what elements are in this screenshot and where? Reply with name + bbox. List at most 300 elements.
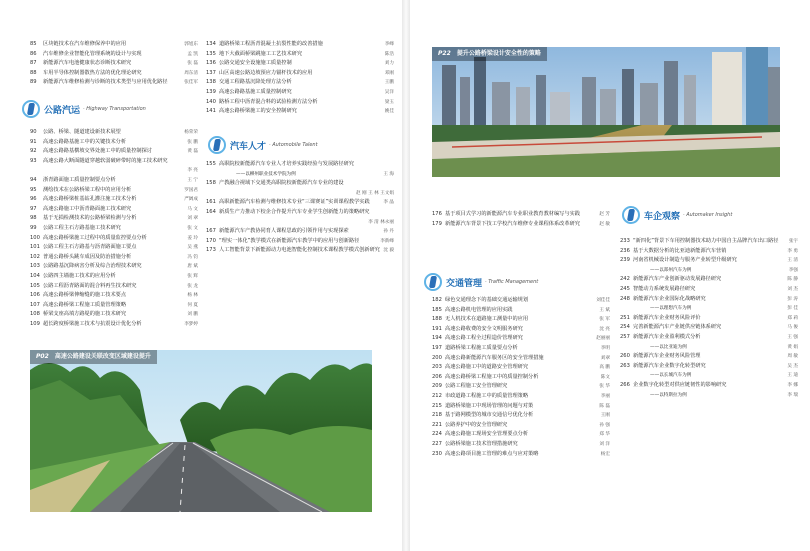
toc-list — [206, 40, 394, 117]
page-number: 224 — [432, 431, 442, 438]
article-title: 新能源汽车企业国际化战略研究 — [633, 295, 706, 302]
article-title: 道路桥梁工程施工质量要点分析 — [445, 344, 518, 351]
author-name: 姜 玲 — [187, 235, 198, 241]
page-number: 102 — [30, 253, 40, 260]
article-title: ——以比亚迪为例 — [650, 344, 687, 350]
author-name: 陈 磊 — [599, 403, 610, 409]
section-title: 车企观察 — [644, 211, 681, 222]
page-number: 221 — [432, 421, 442, 428]
author-name: 唐 斌 — [187, 264, 198, 270]
toc-entry — [206, 237, 394, 247]
section-title: 公路汽运 — [44, 105, 81, 116]
page-number: 98 — [30, 215, 37, 222]
toc-entry — [30, 205, 198, 215]
right-page — [410, 0, 810, 551]
author-name: 刘翠 — [600, 355, 610, 361]
author-name: 罗国君 — [184, 187, 198, 193]
page-number: 101 — [30, 244, 40, 251]
toc-entry — [30, 147, 198, 157]
article-title: 高速公路项目施工管理的难点与应对策略 — [445, 450, 539, 457]
author-name: 孙 强 — [599, 422, 610, 428]
toc-entry — [432, 430, 610, 440]
article-title: 人工智能背景下新能源动力电池智能化控制技术课程教学模式创新研究 — [219, 247, 380, 254]
page-number: 158 — [206, 180, 216, 187]
page-number: 185 — [432, 306, 442, 313]
article-title: 高速公路施工中沥青路面施工技术研究 — [43, 205, 132, 212]
toc-entry — [30, 243, 198, 253]
author-name: 张佳军 — [184, 80, 198, 86]
page-number: 203 — [432, 364, 442, 371]
article-title: 完善新能源汽车产业链供应链体系研究 — [633, 324, 722, 331]
page-number: 182 — [432, 297, 442, 303]
toc-list — [432, 296, 610, 459]
article-title: 新能源汽车企业数字化转型研究 — [633, 362, 706, 369]
toc-entry — [432, 354, 610, 364]
section-subtitle: · Automaker Insight — [683, 212, 733, 218]
page-number: 257 — [620, 333, 630, 340]
article-title: 新能源汽车企业财务风险评价 — [633, 314, 701, 321]
article-title: 新能源汽车企业财务风险管理 — [633, 353, 701, 360]
author-name: 王 宁 — [187, 177, 198, 183]
toc-sub-entry — [620, 371, 798, 381]
toc-entry — [30, 195, 198, 205]
article-title: ——以长城汽车为例 — [650, 373, 692, 379]
toc-entry — [30, 224, 198, 234]
article-title: 基于路网模型的城市交通信号优化分析 — [445, 412, 534, 419]
author-name: 张 军 — [599, 317, 610, 323]
author-name: 孙 丹 — [383, 229, 394, 235]
toc-entry — [432, 392, 610, 402]
page-number: 88 — [30, 69, 37, 76]
author-name: 李 瑞 — [787, 392, 798, 398]
toc-entry — [620, 333, 798, 343]
author-name: 陈文 — [600, 374, 610, 380]
article-title: 测绘技术在公路桥梁工程中的应用分析 — [43, 186, 132, 193]
toc-sub-entry — [620, 391, 798, 401]
section-title: 交通管理 — [446, 278, 483, 289]
toc-entry — [432, 382, 610, 392]
article-title: 智能动力系统发展路径研究 — [633, 285, 696, 292]
author-name: 王 清 — [787, 258, 798, 264]
author-name: 张 华 — [599, 384, 610, 390]
article-title: 新能源汽车企业盈利模式分析 — [633, 333, 701, 340]
left-page — [0, 0, 402, 551]
author-name: 李新峰 — [380, 238, 394, 244]
author-name: 高 鹏 — [599, 365, 610, 371]
page-number: 170 — [206, 237, 216, 244]
article-title: 公路、桥梁、隧道建设新技术展望 — [43, 129, 121, 135]
author-name: 李 娜 — [787, 382, 798, 388]
author-name: 郑 华 — [599, 432, 610, 438]
page-number: 236 — [620, 247, 630, 254]
page-number: 200 — [432, 354, 442, 361]
page-number: 209 — [432, 383, 442, 390]
article-title: 基于项目式学习的新能源汽车专业职业教育教材编写与实践 — [445, 211, 580, 217]
author-name: 郭旭东 — [184, 42, 198, 47]
article-title: 绿色交通理念下的基础交通运输规划 — [445, 297, 529, 303]
article-title: ——以柳州职业技术学院为例 — [236, 171, 296, 177]
toc-entry — [30, 291, 198, 301]
page-gutter — [402, 0, 410, 551]
article-title: ——以特斯拉为例 — [650, 392, 687, 398]
page-number: 215 — [432, 402, 442, 409]
article-title: 新能源汽车电池健康状态诊断技术研究 — [43, 60, 132, 67]
author-name: 张 龙 — [187, 283, 198, 289]
section-heading-traffic — [422, 273, 538, 291]
page-number: 167 — [206, 228, 216, 235]
page-number: 260 — [620, 353, 630, 360]
toc-entry — [432, 402, 610, 412]
author-name: 黄 娟 — [787, 344, 798, 350]
author-name: 王刚 — [600, 413, 610, 419]
article-title: 高速公路桥梁施工过程中的质量监控要点分析 — [43, 234, 147, 241]
author-name: 赵 芳 — [599, 212, 610, 217]
page-number: 233 — [620, 238, 630, 244]
toc-entry — [30, 234, 198, 244]
toc-sub-entry — [620, 343, 798, 353]
toc-entry — [206, 40, 394, 50]
author-name: 陈 静 — [787, 277, 798, 283]
forest-road-photo — [30, 350, 372, 512]
article-title: 新能源汽车产业创新驱动发展路径研究 — [633, 276, 722, 283]
toc-entry — [30, 310, 198, 320]
toc-entry — [620, 381, 798, 391]
article-title: 高速公路桥梁伸缩缝的施工技术要点 — [43, 292, 127, 299]
page-number: 179 — [432, 220, 442, 227]
article-title: ——以理想汽车为例 — [650, 306, 692, 312]
article-title: 高速公路工程全过程造价管理研究 — [445, 335, 523, 342]
author-name: 吴 燕 — [187, 245, 198, 251]
article-title: 普通公路桥头跳车成因及防治措施分析 — [43, 253, 132, 260]
toc-entry — [432, 306, 610, 316]
toc-entry — [432, 210, 610, 220]
toc-entry — [30, 320, 198, 330]
page-number: 197 — [432, 344, 442, 351]
toc-entry — [620, 275, 798, 285]
toc-entry — [432, 325, 610, 335]
article-title: 基于大数据分析的比亚迪新能源汽车营销 — [633, 247, 727, 254]
article-title: 汽车维修企业智能化管理系统的设计与实现 — [43, 50, 142, 57]
page-number: 91 — [30, 138, 37, 145]
article-title: 河南省机械设计制造与服务产业转型升级研究 — [633, 257, 737, 264]
author-name: 沈 亮 — [599, 326, 610, 332]
page-number: 96 — [30, 196, 37, 203]
photo-caption: P22 提升公路桥梁设计安全性的策略 — [432, 47, 547, 61]
article-title: 基于无损检测技术的公路桥梁检测与分析 — [43, 215, 137, 222]
article-title: “新四化”背景下车用控制器技术助力中国自主品牌汽车出口路径 — [633, 238, 779, 244]
page-number: 86 — [30, 50, 37, 57]
toc-sub-entry — [206, 170, 394, 180]
article-title: 高速公路施工中的道路安全管理研究 — [445, 364, 529, 371]
section-heading-observe — [620, 206, 732, 224]
article-title: 高速公路新能源汽车服务区的安全管理措施 — [445, 354, 544, 361]
toc-entry — [432, 220, 610, 230]
article-title: ——以郑州汽车为例 — [650, 267, 692, 273]
author-name: 邓刚 — [384, 70, 394, 76]
page-number: 263 — [620, 362, 630, 369]
toc-entry — [30, 282, 198, 292]
author-name: 李峰 — [384, 42, 394, 47]
toc-entry — [206, 88, 394, 98]
toc-entry — [30, 253, 198, 263]
section-badge-icon — [20, 100, 42, 118]
page-number: 155 — [206, 161, 216, 167]
toc-entry — [620, 323, 798, 333]
page-number: 191 — [432, 325, 442, 332]
toc-entry — [206, 59, 394, 69]
toc-list — [620, 237, 798, 400]
article-title: 超长跨度桥梁施工技术与抗震设计优化分析 — [43, 320, 142, 327]
page-number: 109 — [30, 320, 40, 327]
toc-sub-entry — [206, 189, 394, 199]
article-title: 高速公路路基施工质量控制研究 — [219, 88, 292, 95]
section-subtitle: · Automobile Talent — [269, 142, 318, 148]
toc-entry — [432, 344, 610, 354]
page-number: 87 — [30, 60, 37, 67]
author-name: 张 辉 — [187, 273, 198, 279]
page-number: 106 — [30, 292, 40, 299]
page-number: 239 — [620, 257, 630, 264]
toc-entry — [432, 334, 610, 344]
toc-sub-entry — [206, 218, 394, 228]
toc-entry — [30, 138, 198, 148]
article-title: 高速公路桥梁工程施工质量管理策略 — [43, 301, 127, 308]
page-number: 85 — [30, 41, 37, 47]
author-name: 李 亮 — [187, 168, 198, 174]
author-name: 杨荣荣 — [184, 130, 198, 135]
toc-entry — [432, 421, 610, 431]
toc-entry — [206, 208, 394, 218]
page-number: 97 — [30, 205, 37, 212]
page-number: 99 — [30, 224, 37, 231]
toc-entry — [432, 450, 610, 460]
article-title: 高速公路路基横坡交界处施工中的质量控制探讨 — [43, 148, 152, 155]
forest-road-illustration — [30, 350, 372, 512]
page-number: 92 — [30, 148, 37, 155]
author-name: 梁玉 — [384, 99, 394, 105]
page-number: 242 — [620, 276, 630, 283]
article-title: 高速公路桥梁桩基钻孔灌注施工技术分析 — [43, 196, 137, 203]
toc-entry — [30, 186, 198, 196]
page-number: 140 — [206, 98, 216, 105]
article-title: 高速公路大断面隧道穿越软弱破碎带时的施工技术研究 — [43, 157, 168, 164]
article-title: 高速公路桥梁工程施工中的质量控制分析 — [445, 373, 539, 380]
page-number: 108 — [30, 311, 40, 318]
toc-sub-entry — [620, 304, 798, 314]
section-badge-icon — [422, 273, 444, 291]
author-name: 李 清 林永丽 — [368, 219, 394, 225]
page-number: 188 — [432, 316, 442, 323]
article-title: 高职新能源汽车检测与维修技术专业“三课赛证”实训课程教学实践 — [219, 199, 370, 206]
section-subtitle: · Traffic Management — [485, 279, 539, 285]
section-title: 汽车人才 — [230, 141, 267, 152]
toc-entry — [432, 296, 610, 306]
author-name: 王 斌 — [599, 307, 610, 313]
toc-entry — [206, 179, 394, 189]
page-number: 251 — [620, 314, 630, 321]
page-number: 141 — [206, 108, 216, 115]
author-name: 李强 — [788, 267, 798, 273]
toc-entry — [206, 98, 394, 108]
author-name: 马 文 — [187, 206, 198, 212]
toc-entry — [30, 78, 198, 88]
author-name: 赵 敏 — [599, 221, 610, 227]
page-number: 134 — [206, 41, 216, 47]
article-title: 浙青路面施工质量控制要点分析 — [43, 176, 116, 183]
toc-entry — [206, 160, 394, 170]
article-title: 高速公路桥梁施工的安全控制研究 — [219, 108, 297, 115]
toc-list — [30, 40, 198, 88]
page-number: 176 — [432, 211, 442, 217]
page-number: 138 — [206, 79, 216, 86]
author-name: 李 晶 — [383, 200, 394, 206]
toc-entry — [432, 440, 610, 450]
toc-entry — [432, 363, 610, 373]
toc-entry — [620, 295, 798, 305]
page-number: 137 — [206, 69, 216, 76]
page-number: 218 — [432, 412, 442, 419]
article-title: 桥梁支座高填方路堤的施工技术研究 — [43, 311, 127, 318]
author-name: 吴 杰 — [787, 363, 798, 369]
article-title: 新能源汽车维修检测与诊断的技术类型与应用优化路径 — [43, 79, 168, 86]
page-number: 135 — [206, 50, 216, 57]
article-title: 新能源汽车背景下技工学校汽车维修专业课程体系改革研究 — [445, 220, 580, 227]
toc-entry — [30, 40, 198, 50]
page-number: 230 — [432, 450, 442, 457]
toc-entry — [30, 50, 198, 60]
author-name: 吴洋 — [384, 89, 394, 95]
author-name: 刘 鹏 — [187, 312, 198, 318]
page-number: 93 — [30, 157, 37, 164]
author-name: 严阔成 — [184, 197, 198, 203]
article-title: 高速公路施工现场安全管理要点分析 — [445, 431, 529, 438]
section-heading-highway — [20, 100, 146, 118]
author-name: 王 海 — [383, 171, 394, 177]
article-title: 交通工程路基沉降处理方法分析 — [219, 79, 292, 86]
article-title: 公路工程沥青路面的混合料再生技术研究 — [43, 282, 137, 289]
article-title: 区块链技术在汽车维修保养中的应用 — [43, 41, 127, 47]
author-name: 马 俊 — [787, 325, 798, 331]
article-title: 道路桥梁工程沥青混凝土抗裂性能的改善措施 — [219, 41, 323, 47]
toc-entry — [30, 69, 198, 79]
author-name: 杨宏 — [600, 451, 610, 457]
author-name: 周东清 — [184, 70, 198, 76]
article-title: 公路工程主石方路基施工技术研究 — [43, 224, 121, 231]
author-name: 何 夏 — [187, 302, 198, 308]
toc-entry — [620, 247, 798, 257]
author-name: 冯 钧 — [187, 254, 198, 260]
toc-entry — [620, 256, 798, 266]
author-name: 陈浩 — [384, 51, 394, 57]
toc-entry — [30, 128, 198, 138]
toc-entry — [620, 314, 798, 324]
author-name: 周 敏 — [787, 354, 798, 360]
page-number: 248 — [620, 295, 630, 302]
page-number: 161 — [206, 199, 216, 206]
toc-entry — [30, 214, 198, 224]
page-number: 266 — [620, 381, 630, 388]
author-name: 张 磊 — [187, 61, 198, 67]
article-title: 地下大截面桥梁跳施工工艺技术研究 — [219, 50, 303, 57]
article-title: 公路桥梁施工技术管理措施研究 — [445, 440, 518, 447]
toc-entry — [206, 69, 394, 79]
page-number: 139 — [206, 88, 216, 95]
toc-entry — [206, 227, 394, 237]
article-title: “理实一体化”教学模式在新能源汽车教学中的应用与创新路径 — [219, 237, 360, 244]
author-name: 刘 杰 — [787, 286, 798, 292]
page-number: 105 — [30, 282, 40, 289]
toc-entry — [30, 59, 198, 69]
author-name: 黄 磊 — [187, 149, 198, 155]
article-title: 高速公路收费的安全文明服务研究 — [445, 325, 523, 332]
author-name: 刘力 — [384, 61, 394, 67]
page-number: 100 — [30, 234, 40, 241]
toc-entry — [620, 362, 798, 372]
toc-entry — [30, 301, 198, 311]
author-name: 赵 刚 王 林 王文娟 — [356, 190, 394, 196]
author-name: 李丽 — [600, 393, 610, 399]
toc-entry — [620, 237, 798, 247]
section-badge-icon — [206, 136, 228, 154]
author-name: 杨 林 — [187, 293, 198, 299]
author-name: 孟 凯 — [187, 51, 198, 57]
article-title: 新质生产力推动下校企合作提升汽车专业学生创新能力的策略研究 — [219, 208, 370, 215]
page-number: 206 — [432, 373, 442, 380]
toc-sub-entry — [620, 266, 798, 276]
toc-entry — [432, 373, 610, 383]
page-number: 136 — [206, 60, 216, 67]
page-number: 227 — [432, 440, 442, 447]
article-title: 市政道路工程施工中的质量管理策略 — [445, 392, 529, 399]
toc-entry — [206, 107, 394, 117]
city-bridge-photo — [432, 47, 780, 177]
article-title: 无人机技术在道路施工测量中的应用 — [445, 316, 529, 323]
article-title: 山区高速公路边坡预应力锚杆技术的应用 — [219, 69, 313, 76]
page-number: 194 — [432, 335, 442, 342]
article-title: 公路养护中的安全管理研究 — [445, 421, 508, 428]
toc-entry — [432, 411, 610, 421]
toc-entry — [30, 157, 198, 167]
article-title: 路桥工程中沥青混合料的试验检测方法分析 — [219, 98, 318, 105]
author-name: 赵丽丽 — [596, 336, 610, 342]
article-title: 新能源汽车产教协同育人课程思政的引领作用与实现探索 — [219, 228, 349, 235]
article-title: 高速公路机电管理的应用实践 — [445, 306, 513, 313]
author-name: 刘 翠 — [187, 216, 198, 222]
article-title: 车用半导体控制器散热方法的优化理论研究 — [43, 69, 142, 76]
author-name: 沈 毅 — [383, 248, 394, 254]
author-name: 李明 — [600, 345, 610, 351]
page-number: 103 — [30, 263, 40, 270]
author-name: 彭 佳 — [787, 306, 798, 312]
author-name: 彭 涛 — [787, 296, 798, 302]
city-bridge-illustration — [432, 47, 780, 177]
page-number: 94 — [30, 176, 37, 183]
page-number: 164 — [206, 208, 216, 215]
toc-entry — [206, 246, 394, 256]
toc-list — [432, 210, 610, 229]
article-title: 公路四主墙施工技术的应用分析 — [43, 272, 116, 279]
article-title: 公路工程主石方路基与沥青路面施工要点 — [43, 244, 137, 251]
author-name: 姚佳 — [384, 109, 394, 115]
author-name: 刘佳佳 — [596, 298, 610, 303]
toc-entry — [206, 78, 394, 88]
page-number: 95 — [30, 186, 37, 193]
page-number: 173 — [206, 247, 216, 254]
toc-entry — [620, 352, 798, 362]
article-title: 产教融合视域下交通类高职院校新能源汽车专业的建设 — [219, 180, 344, 187]
article-title: 高速公路路基施工中的关键技术分析 — [43, 138, 127, 145]
author-name: 李梦婷 — [184, 321, 198, 327]
